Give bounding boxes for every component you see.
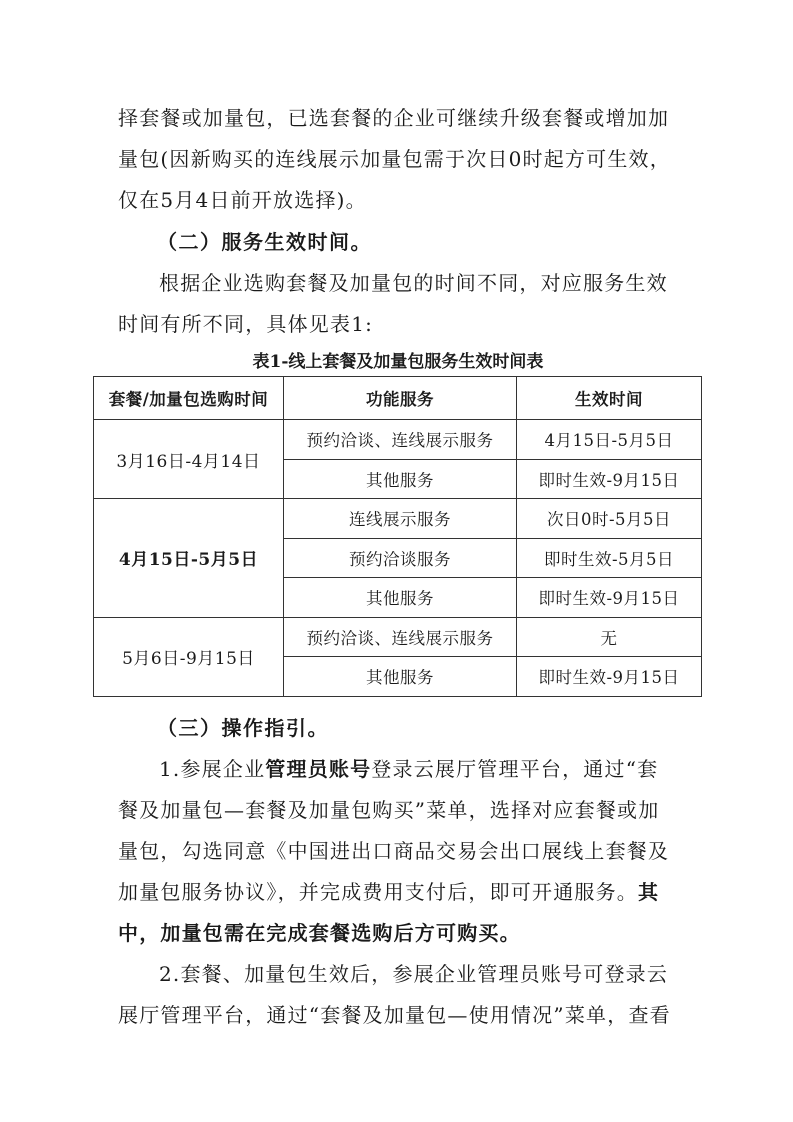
p1-bold-note: 其中，加量包需在完成套餐选购后方可购买。: [118, 880, 660, 945]
service-effective-table: [93, 376, 702, 697]
period-cell: 5月6日-9月15日: [94, 617, 284, 696]
p1-prefix: 1.参展企业: [159, 757, 266, 781]
period-cell: 4月15日-5月5日: [94, 499, 284, 618]
service-cell: 其他服务: [284, 578, 517, 618]
effective-cell: 4月15日-5月5日: [517, 420, 702, 460]
p1-body: 登录云展厅管理平台，通过“套餐及加量包—套餐及加量包购买”菜单，选择对应套餐或加量包，勾选同意《中国进出口商品交易会出口展线上套餐及加量包服务协议》，并完成费用支付后，即可开通服务。: [118, 757, 670, 904]
table-row: [94, 420, 702, 460]
service-cell: 预约洽谈服务: [284, 538, 517, 578]
effective-cell: 即时生效-5月5日: [517, 538, 702, 578]
table-caption: 表1-线上套餐及加量包服务生效时间表: [252, 352, 544, 372]
effective-cell: 无: [517, 617, 702, 657]
period-cell: 3月16日-4月14日: [94, 420, 284, 499]
service-cell: 其他服务: [284, 459, 517, 499]
service-cell: 预约洽谈、连线展示服务: [284, 420, 517, 460]
p1-bold-account: 管理员账号: [265, 757, 372, 781]
service-cell: 预约洽谈、连线展示服务: [284, 617, 517, 657]
column-header: 生效时间: [517, 377, 702, 420]
section2-heading: （二）服务生效时间。: [157, 230, 372, 254]
table-row: [94, 617, 702, 657]
section3-paragraph-1: [118, 749, 678, 954]
effective-cell: 即时生效-9月15日: [517, 578, 702, 618]
service-cell: 连线展示服务: [284, 499, 517, 539]
section3-heading: （三）操作指引。: [157, 716, 329, 740]
column-header: 套餐/加量包选购时间: [94, 377, 284, 420]
section2-paragraph: 根据企业选购套餐及加量包的时间不同，对应服务生效时间有所不同，具体见表1:: [118, 271, 668, 336]
service-cell: 其他服务: [284, 657, 517, 697]
table-header-row: [94, 377, 702, 420]
table-row: [94, 499, 702, 539]
column-header: 功能服务: [284, 377, 517, 420]
effective-cell: 次日0时-5月5日: [517, 499, 702, 539]
effective-cell: 即时生效-9月15日: [517, 657, 702, 697]
section3-paragraph-2: 2.套餐、加量包生效后，参展企业管理员账号可登录云展厅管理平台，通过“套餐及加量包—使用情况”菜单，查看: [118, 962, 671, 1027]
intro-paragraph: 择套餐或加量包，已选套餐的企业可继续升级套餐或增加加量包(因新购买的连线展示加量包需于次日0时起方可生效，仅在5月4日前开放选择)。: [118, 106, 671, 212]
effective-cell: 即时生效-9月15日: [517, 459, 702, 499]
